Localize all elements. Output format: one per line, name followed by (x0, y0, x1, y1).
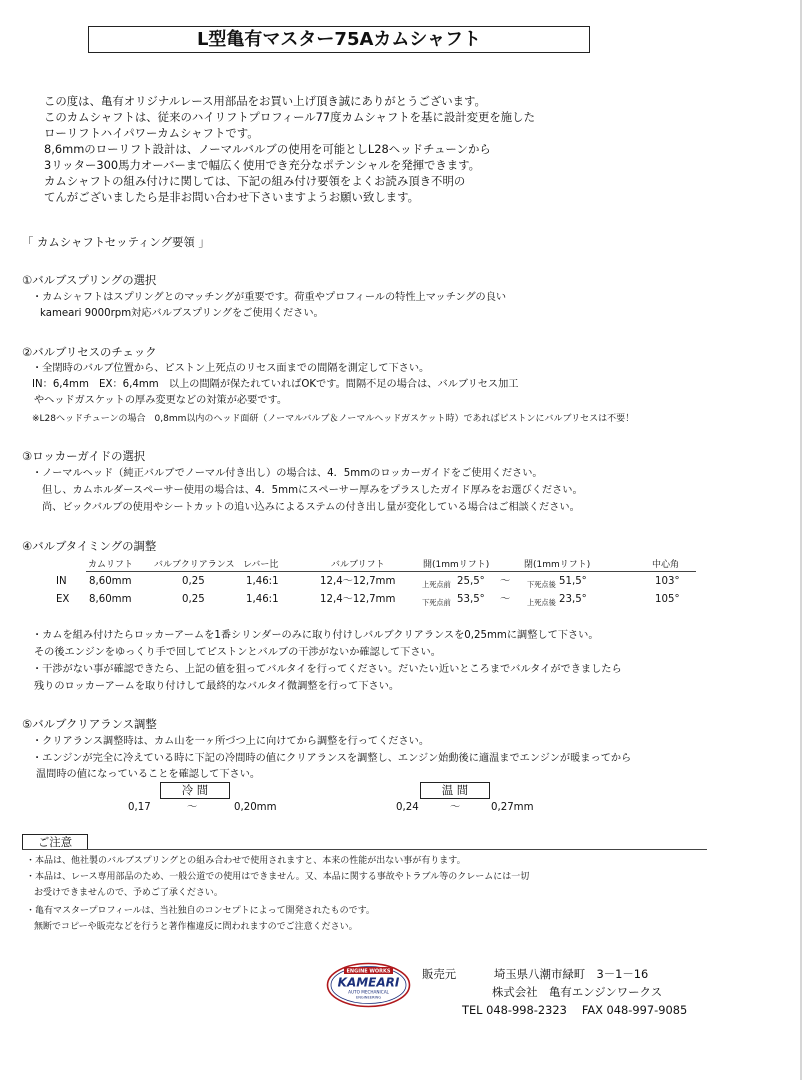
cell-ratio: 1,46:1 (246, 576, 279, 587)
section3-line: 尚、ビックバルブの使用やシートカットの追い込みによるステムの付き出し量が変化している場合はご相談ください。 (42, 502, 580, 513)
cell-center: 103° (655, 576, 680, 587)
caution-rule (22, 849, 707, 850)
intro-line: 8,6mmのローリフト設計は、ノーマルバルブの使用を可能としL28ヘッドチューンから (44, 142, 491, 156)
logo-kameari: KAMEARI (337, 975, 400, 990)
cell-open-ref: 下死点前 (422, 598, 451, 607)
logo-sub1: AUTO MECHANICAL (348, 989, 389, 995)
cell-cam-lift: 8,60mm (89, 576, 132, 587)
cell-valve-lift: 12,4～12,7mm (320, 594, 396, 605)
warm-label-box: 温 間 (420, 782, 490, 799)
document-title: L型亀有マスター75Aカムシャフト (88, 26, 590, 53)
procedure-line: ・干渉がない事が確認できたら、上記の値を狙ってバルタイを行ってください。だいたい近いところまでバルタイができましたら (32, 664, 622, 675)
section5-line: 温間時の値になっていることを確認して下さい。 (36, 769, 261, 780)
section2-note: ※L28ヘッドチューンの場合 0,8mm以内のヘッド面研（ノーマルバルブ＆ノーマルヘッドガスケット時）であればピストンにバルブリセスは不要！ (32, 414, 635, 424)
cell-open: 25,5° (457, 576, 485, 587)
header-center-angle: 中心角 (652, 560, 680, 570)
intro-line: この度は、亀有オリジナルレース用部品をお買い上げ頂き誠にありがとうございます。 (44, 94, 486, 108)
intro-line: このカムシャフトは、従来のハイリフトプロフィール77度カムシャフトを基に設計変更を施した (44, 110, 535, 124)
seller-phone: TEL 048-998-2323 FAX 048-997-9085 (462, 1003, 688, 1017)
seller-address: 埼玉県八潮市緑町 3－1－16 (494, 967, 649, 981)
cell-close: 23,5° (559, 594, 587, 605)
section1-line: ・カムシャフトはスプリングとのマッチングが重要です。荷重やプロフィールの特性上マッチングの良い (32, 292, 507, 303)
header-cam-lift: カムリフト (88, 560, 134, 570)
table-header-rule (86, 571, 696, 572)
kameari-logo (326, 962, 411, 1008)
header-valve-clearance: バルブクリアランス (154, 560, 235, 570)
intro-paragraph (44, 93, 535, 205)
warm-max: 0,27mm (491, 802, 534, 813)
caution-line: 無断でコピーや販売などを行うと著作権違反に問われますのでご注意ください。 (34, 922, 358, 932)
caution-line: ・本品は、レース専用部品のため、一般公道での使用はできません。又、本品に関する事故やトラブル等のクレームには一切 (26, 872, 530, 882)
row-label: IN (56, 576, 67, 587)
intro-line: 3リッター300馬力オーバーまで幅広く使用でき充分なポテンシャルを発揮できます。 (44, 158, 481, 172)
section5-line: ・クリアランス調整時は、カム山を一ヶ所づつ上に向けてから調整を行ってください。 (32, 736, 430, 747)
seller-label: 販売元 (422, 967, 457, 981)
header-lever-ratio: レバー比 (243, 560, 279, 570)
header-close: 閉(1mmリフト) (524, 560, 591, 570)
cell-clearance: 0,25 (182, 594, 205, 605)
section3-line: 但し、カムホルダースペーサー使用の場合は、4．5mmにスペーサー厚みをプラスしたガイド厚みをお選びください。 (42, 485, 583, 496)
section-heading: 「 カムシャフトセッティング要領 」 (22, 235, 210, 249)
intro-line: てんがございましたら是非お問い合わせ下さいますようお願い致します。 (44, 190, 419, 204)
section2-line: IN：6,4mm EX：6,4mm 以上の間隔が保たれていればOKです。間隔不足の場合は、バルブリセス加工 (32, 379, 519, 390)
cell-open-ref: 上死点前 (422, 580, 451, 589)
cell-tilde: ～ (500, 576, 511, 587)
intro-line: カムシャフトの組み付けに関しては、下記の組み付け要領をよくお読み頂き不明の (44, 174, 466, 188)
seller-company: 株式会社 亀有エンジンワークス (492, 985, 663, 999)
logo-engine-works: ENGINE WORKS (346, 968, 391, 975)
cell-close: 51,5° (559, 576, 587, 587)
procedure-line: 残りのロッカーアームを取り付けして最終的なバルタイ微調整を行って下さい。 (34, 681, 400, 692)
cold-tilde: ～ (187, 802, 198, 813)
cell-open: 53,5° (457, 594, 485, 605)
cell-center: 105° (655, 594, 680, 605)
warm-min: 0,24 (396, 802, 419, 813)
cell-ratio: 1,46:1 (246, 594, 279, 605)
logo-sub2: ENGINEERING (355, 995, 382, 1000)
section2-title: ②バルブリセスのチェック (22, 345, 157, 359)
section2-line: ・全閉時のバルブ位置から、ピストン上死点のリセス面までの間隔を測定して下さい。 (32, 363, 430, 374)
cell-valve-lift: 12,4～12,7mm (320, 576, 396, 587)
caution-line: お受けできませんので、予めご了承ください。 (34, 888, 223, 898)
cold-min: 0,17 (128, 802, 151, 813)
section3-line: ・ノーマルヘッド（純正バルブでノーマル付き出し）の場合は、4．5mmのロッカーガイドをご使用ください。 (32, 468, 543, 479)
header-open: 開(1mmリフト) (423, 560, 490, 570)
section4-title: ④バルブタイミングの調整 (22, 539, 157, 553)
caution-label-box: ご注意 (22, 834, 88, 850)
cell-clearance: 0,25 (182, 576, 205, 587)
caution-line: ・本品は、他社製のバルブスプリングとの組み合わせで使用されますと、本来の性能が出ない事が有ります。 (26, 856, 466, 866)
intro-line: ローリフトハイパワーカムシャフトです。 (44, 126, 259, 140)
cell-close-ref: 下死点後 (527, 580, 556, 589)
procedure-line: ・カムを組み付けたらロッカーアームを1番シリンダーのみに取り付けしバルブクリアランスを0,25mmに調整して下さい。 (32, 630, 599, 641)
section5-line: ・エンジンが完全に冷えている時に下記の冷間時の値にクリアランスを調整し、エンジン始動後に適温までエンジンが暖まってから (32, 753, 632, 764)
section1-title: ①バルブスプリングの選択 (22, 273, 157, 287)
section1-line: kameari 9000rpm対応バルブスプリングをご使用ください。 (40, 308, 324, 319)
cell-cam-lift: 8,60mm (89, 594, 132, 605)
warm-tilde: ～ (450, 802, 461, 813)
cell-tilde: ～ (500, 594, 511, 605)
caution-line: ・亀有マスタープロフィールは、当社独自のコンセプトによって開発されたものです。 (26, 906, 375, 916)
row-label: EX (56, 594, 70, 605)
cold-max: 0,20mm (234, 802, 277, 813)
section2-line: やヘッドガスケットの厚み変更などの対策が必要です。 (34, 395, 288, 406)
header-valve-lift: バルブリフト (331, 560, 385, 570)
cold-label-box: 冷 間 (160, 782, 230, 799)
section3-title: ③ロッカーガイドの選択 (22, 449, 146, 463)
cell-close-ref: 上死点後 (527, 598, 556, 607)
section5-title: ⑤バルブクリアランス調整 (22, 717, 157, 731)
procedure-line: その後エンジンをゆっくり手で回してピストンとバルブの干渉がないか確認して下さい。 (34, 647, 441, 658)
